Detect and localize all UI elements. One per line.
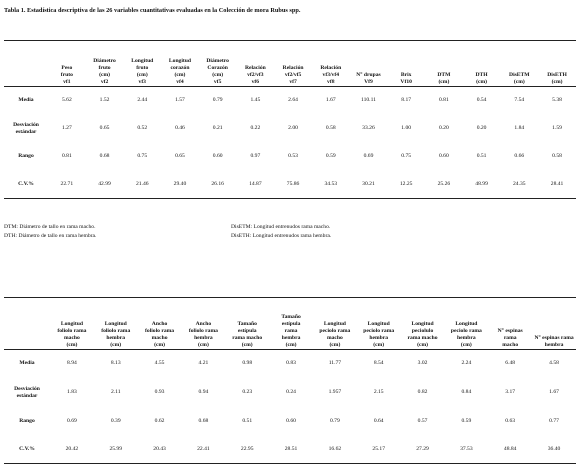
table-cell: 8.13	[110, 360, 121, 367]
table-header-row	[4, 298, 576, 350]
table-cell: 8.17	[401, 97, 412, 104]
table-cell: 0.81	[438, 97, 449, 104]
table-cell: 0.68	[198, 418, 209, 424]
table-cell: 25.99	[94, 436, 138, 464]
table-cell: 34.53	[312, 171, 350, 199]
table-cell: 0.77	[549, 418, 559, 424]
table-cell: 48.84	[488, 436, 532, 464]
table-cell: 0.59	[325, 153, 336, 159]
table-cell: 2.15	[373, 389, 384, 395]
header-cell: N° drupas Vf9	[350, 41, 388, 87]
table-cell: 2.64	[288, 97, 298, 104]
table-cell: 8.94	[67, 360, 77, 367]
table-cell: 27.29	[401, 436, 445, 464]
statistics-table-leaf	[4, 297, 576, 464]
table-cell: 0.97	[250, 153, 261, 159]
table-cell: 12.25	[387, 171, 425, 199]
header-cell: Ancho foliolo rama macho (cm)	[138, 298, 182, 350]
table-cell: 0.94	[198, 389, 209, 395]
table-row	[4, 115, 576, 143]
table-cell: 5.38	[552, 97, 562, 104]
row-label: Media	[19, 360, 35, 367]
header-cell: Brix Vf10	[387, 41, 425, 87]
header-cell: Longitud peciolulo rama macho (cm)	[401, 298, 445, 350]
header-cell: Longitud peciolo rama hembra (cm)	[444, 298, 488, 350]
table-cell: 0.65	[175, 153, 185, 159]
table-cell: 2.11	[110, 389, 121, 395]
table-row	[4, 171, 576, 199]
table-row	[4, 350, 576, 378]
header-cell: DTH (cm)	[463, 41, 501, 87]
table-cell: 0.79	[329, 418, 340, 424]
table-row	[4, 378, 576, 408]
table-cell: 0.98	[242, 360, 253, 367]
footnote-disetm: DisETM: Longitud entrenudos rama macho.	[231, 224, 331, 230]
table-cell: 0.79	[212, 97, 223, 104]
row-label: Rango	[19, 418, 35, 424]
table-cell: 1.59	[552, 125, 562, 131]
table-cell: 22.95	[225, 436, 269, 464]
table-cell: 16.62	[313, 436, 357, 464]
table-row	[4, 408, 576, 436]
table-row	[4, 143, 576, 171]
table-cell: 22.71	[48, 171, 86, 199]
table-cell: 110.11	[360, 97, 376, 104]
table-cell: 0.83	[286, 360, 296, 367]
table-cell: 0.62	[154, 418, 165, 424]
table-cell: 1.27	[61, 125, 72, 131]
header-cell: Longitud peciolo rama macho (cm)	[313, 298, 357, 350]
table-cell: 0.51	[476, 153, 487, 159]
table-cell: 4.21	[198, 360, 209, 367]
table-cell: 2.00	[288, 125, 298, 131]
table-cell: 4.58	[549, 360, 559, 367]
header-cell: Relación vf2/vf5 vf7	[274, 41, 312, 87]
table-cell: 0.20	[438, 125, 449, 131]
table-row	[4, 87, 576, 115]
table-cell: 14.87	[237, 171, 275, 199]
table-cell: 0.53	[288, 153, 298, 159]
table-cell: 30.21	[350, 171, 388, 199]
table-cell: 20.42	[50, 436, 94, 464]
row-label: Media	[18, 97, 34, 104]
row-label: Desviación estándar	[14, 385, 40, 399]
header-cell: DTM (cm)	[425, 41, 463, 87]
table-cell: 0.59	[461, 418, 472, 424]
table-cell: 48.99	[463, 171, 501, 199]
table-cell: 0.63	[505, 418, 516, 424]
header-cell: Tamaño estípula rama hembra (cm)	[269, 298, 313, 350]
table-cell: 0.58	[325, 125, 336, 131]
header-cell: Longitud fruto (cm) vf3	[123, 41, 161, 87]
row-label: Desviación estándar	[13, 121, 39, 135]
table-cell: 0.20	[476, 125, 487, 131]
table-cell: 0.60	[438, 153, 449, 159]
header-cell	[4, 298, 50, 350]
table-cell: 0.82	[417, 389, 428, 395]
table-cell: 0.58	[552, 153, 562, 159]
header-cell: Diámetro Corazón (cm) vf5	[199, 41, 237, 87]
table-cell: 1.83	[67, 389, 77, 395]
table-cell: 75.86	[274, 171, 312, 199]
table-cell: 4.55	[154, 360, 165, 367]
table-cell: 7.54	[514, 97, 525, 104]
header-cell: Ancho foliolo rama hembra (cm)	[181, 298, 225, 350]
table-cell: 0.52	[137, 125, 148, 131]
header-cell: Relación vf2/vf3 vf6	[237, 41, 275, 87]
header-cell: DisETH (cm)	[538, 41, 576, 87]
header-cell: Longitud foliolo rama hembra (cm)	[94, 298, 138, 350]
table-header-row	[4, 41, 576, 87]
header-cell: Relación vf3/vf4 vf8	[312, 41, 350, 87]
header-cell: Diámetro fruto (cm) vf2	[86, 41, 124, 87]
table-cell: 1.67	[549, 389, 559, 395]
table-row	[4, 436, 576, 464]
header-cell: DisETM (cm)	[500, 41, 538, 87]
statistics-table-fruit	[4, 40, 576, 199]
table-cell: 0.24	[286, 389, 296, 395]
table-cell: 0.54	[476, 97, 487, 104]
row-label: C.V.%	[4, 171, 48, 199]
table-cell: 0.60	[212, 153, 223, 159]
table-cell: 8.54	[373, 360, 384, 367]
table-cell: 0.51	[242, 418, 253, 424]
table-cell: 0.93	[154, 389, 165, 395]
table-cell: 0.46	[175, 125, 185, 131]
table-cell: 36.40	[532, 436, 576, 464]
row-label: C.V.%	[4, 436, 50, 464]
table-cell: 0.68	[99, 153, 110, 159]
table-cell: 0.39	[110, 418, 121, 424]
table-cell: 0.75	[401, 153, 412, 159]
header-cell: N° espinas rama hembra	[532, 298, 576, 350]
table-cell: 5.62	[61, 97, 72, 104]
table-cell: 0.84	[461, 389, 472, 395]
table-cell: 3.02	[417, 360, 428, 367]
header-cell: Peso fruto vf1	[48, 41, 86, 87]
header-cell: Longitud corazón (cm) vf4	[161, 41, 199, 87]
table-cell: 11.77	[328, 360, 342, 367]
table-caption: Tabla 1. Estadística descriptiva de las 26 variables cuantitativas evaluadas en la Colección de mora Rubus spp.	[4, 7, 301, 14]
table-cell: 0.60	[286, 418, 296, 424]
footnote-diseth: DisETH: Longitud entrenudos rama hembra.	[231, 233, 332, 239]
table-cell: 28.41	[538, 171, 576, 199]
table-cell: 0.65	[99, 125, 110, 131]
table-cell: 29.40	[161, 171, 199, 199]
header-cell: Longitud foliolo rama macho (cm)	[50, 298, 94, 350]
table-cell: 20.43	[138, 436, 182, 464]
table-cell: 33.26	[362, 125, 375, 131]
row-label: Rango	[18, 153, 34, 159]
table-cell: 0.23	[242, 389, 253, 395]
header-cell	[4, 41, 48, 87]
table-cell: 2.44	[137, 97, 148, 104]
footnote-dth: DTH: Diámetro de tallo en rama hembra.	[4, 233, 97, 239]
table-cell: 1.52	[99, 97, 110, 104]
table-cell: 1.00	[401, 125, 412, 131]
footnote-dtm: DTM: Diámetro de tallo en rama macho.	[4, 224, 96, 230]
table-cell: 25.26	[425, 171, 463, 199]
table-cell: 1.957	[328, 389, 342, 395]
table-cell: 0.75	[137, 153, 148, 159]
header-cell: Longitud peciolo rama hembra (cm)	[357, 298, 401, 350]
table-cell: 0.64	[373, 418, 384, 424]
table-cell: 0.22	[250, 125, 261, 131]
table-cell: 3.17	[505, 389, 516, 395]
header-cell: Tamaño estípula rama macho (cm)	[225, 298, 269, 350]
table-cell: 1.45	[250, 97, 261, 104]
table-cell: 22.41	[181, 436, 225, 464]
table-cell: 0.69	[67, 418, 77, 424]
table-cell: 1.57	[175, 97, 185, 104]
table-cell: 1.67	[325, 97, 336, 104]
header-cell: N° espinas rama macho	[488, 298, 532, 350]
table-cell: 0.57	[417, 418, 428, 424]
table-cell: 37.53	[444, 436, 488, 464]
table-cell: 24.35	[500, 171, 538, 199]
table-cell: 0.69	[363, 153, 374, 159]
table-cell: 0.81	[61, 153, 72, 159]
table-cell: 6.48	[505, 360, 516, 367]
table-cell: 28.51	[269, 436, 313, 464]
table-cell: 2.24	[461, 360, 472, 367]
table-cell: 42.99	[86, 171, 124, 199]
table-cell: 0.21	[212, 125, 223, 131]
table-cell: 21.46	[123, 171, 161, 199]
table-cell: 26.16	[199, 171, 237, 199]
table-cell: 0.66	[514, 153, 525, 159]
table-cell: 1.84	[514, 125, 525, 131]
table-cell: 25.17	[357, 436, 401, 464]
